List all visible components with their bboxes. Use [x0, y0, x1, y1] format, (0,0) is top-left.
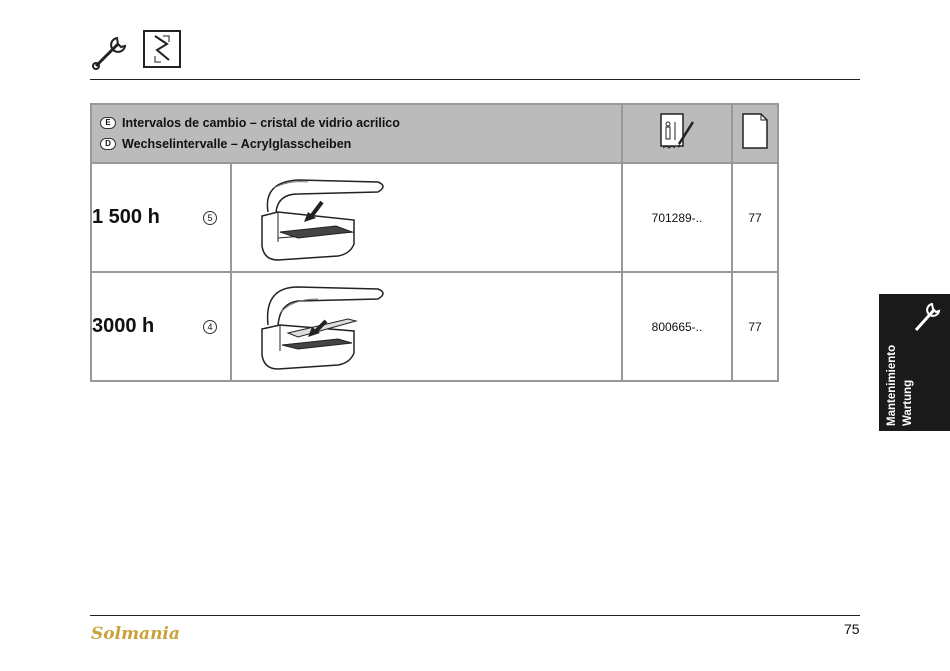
- part-number-header: [622, 104, 732, 163]
- tanning-bed-illustration-cell: [231, 163, 622, 272]
- language-badge-es: E: [100, 117, 116, 129]
- replacement-intervals-table: [90, 103, 779, 382]
- table-title-cell: [91, 104, 622, 163]
- page-number: 75: [844, 621, 860, 637]
- table-title-de: Wechselintervalle – Acrylglasscheiben: [122, 136, 352, 151]
- section-tab-label-es: Mantenimiento: [886, 344, 898, 426]
- interval-hours: 1 500 h: [92, 206, 160, 228]
- part-number: 800665-..: [622, 272, 732, 381]
- reference-number: 5: [203, 211, 217, 225]
- parts-list-icon: [657, 110, 697, 152]
- brand-logo: Solmania: [91, 624, 180, 644]
- table-row: [91, 163, 778, 272]
- page-icon: [741, 112, 769, 150]
- page-reference: 77: [732, 272, 778, 381]
- table-title-es: Intervalos de cambio – cristal de vidrio acrilico: [122, 115, 400, 130]
- replace-lamp-icon: [143, 30, 181, 68]
- wrench-icon: [912, 300, 944, 334]
- interval-hours: 3000 h: [92, 315, 155, 337]
- part-number: 701289-..: [622, 163, 732, 272]
- reference-number: 4: [203, 320, 217, 334]
- top-rule: [90, 79, 860, 80]
- section-tab-label-de: Wartung: [902, 379, 914, 426]
- interval-cell: [91, 163, 231, 272]
- tanning-bed-illustration: [258, 172, 398, 264]
- page-reference: 77: [732, 163, 778, 272]
- table-header-row: [91, 104, 778, 163]
- interval-cell: [91, 272, 231, 381]
- table-row: [91, 272, 778, 381]
- bottom-rule: [90, 615, 860, 616]
- wrench-icon: [90, 33, 130, 71]
- language-badge-de: D: [100, 138, 116, 150]
- tanning-bed-illustration-cell: [231, 272, 622, 381]
- section-tab-label: [884, 345, 916, 426]
- tanning-bed-illustration: [258, 281, 398, 373]
- page-header: [732, 104, 778, 163]
